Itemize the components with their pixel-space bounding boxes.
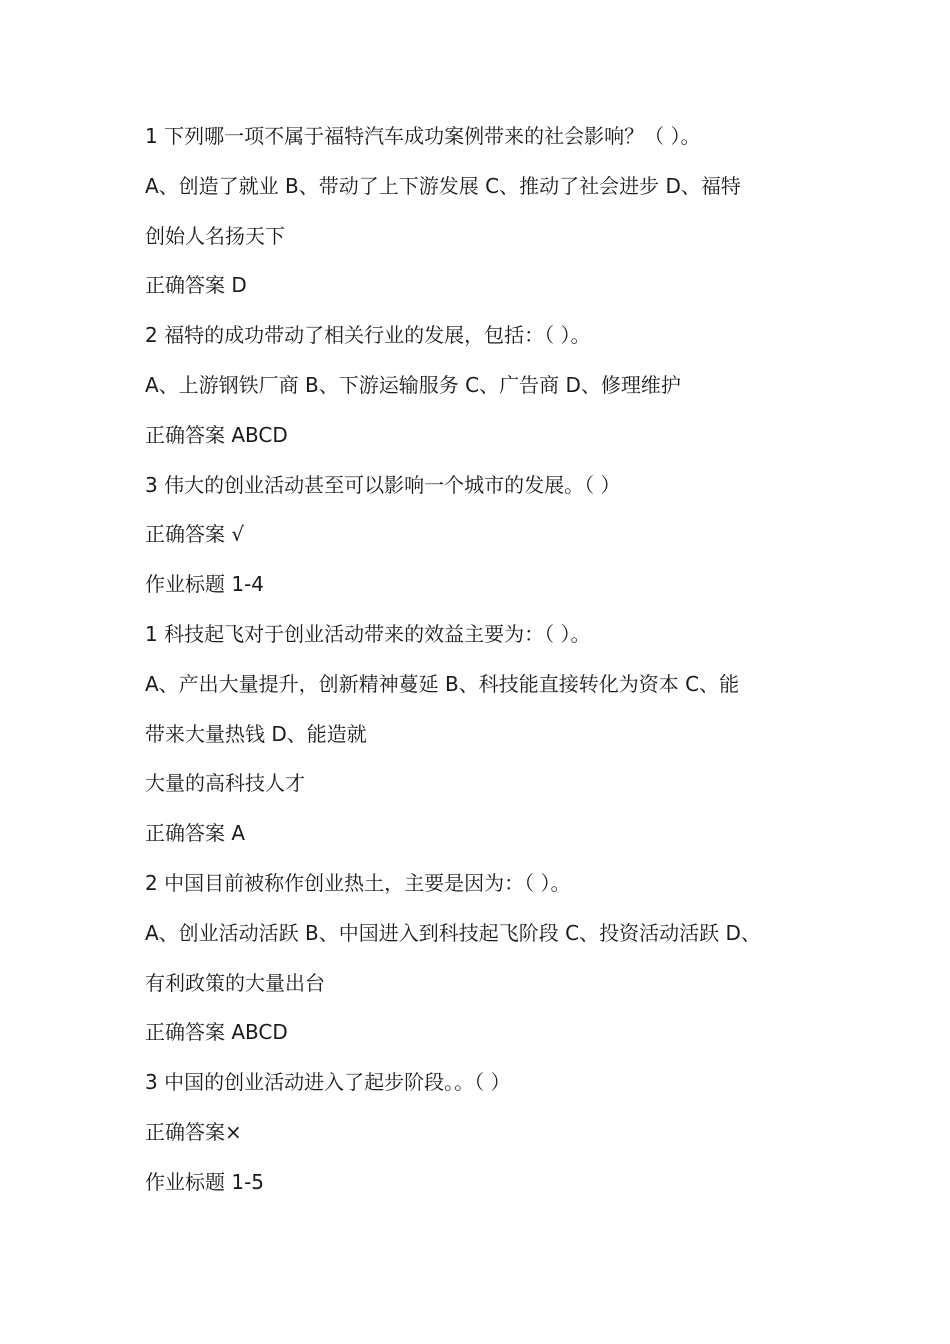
options-1-4-1-continued-2: 大量的高科技人才 (145, 771, 305, 796)
options-1-3-1-continued: 创始人名扬天下 (145, 223, 285, 248)
question-1-3-2: 2 福特的成功带动了相关行业的发展，包括：（ ）。 (145, 323, 591, 348)
options-1-4-2: A、创业活动活跃 B、中国进入到科技起飞阶段 C、投资活动活跃 D、 (145, 920, 761, 945)
section-heading-1-5: 作业标题 1-5 (145, 1169, 265, 1194)
question-1-4-2: 2 中国目前被称作创业热土，主要是因为：（ ）。 (145, 870, 571, 895)
options-1-4-1-continued: 带来大量热钱 D、能造就 (145, 721, 367, 746)
answer-1-3-3: 正确答案 √ (145, 522, 245, 547)
question-1-3-3: 3 伟大的创业活动甚至可以影响一个城市的发展。（ ） (145, 472, 621, 497)
question-1-4-1: 1 科技起飞对于创业活动带来的效益主要为：（ ）。 (145, 621, 591, 646)
question-1-4-3: 3 中国的创业活动进入了起步阶段。。（ ） (145, 1070, 511, 1095)
answer-1-4-1: 正确答案 A (145, 821, 246, 846)
options-1-4-2-continued: 有利政策的大量出台 (145, 970, 325, 995)
answer-1-4-2: 正确答案 ABCD (145, 1020, 288, 1045)
answer-1-3-2: 正确答案 ABCD (145, 422, 288, 447)
answer-1-3-1: 正确答案 D (145, 273, 247, 298)
document-page (145, 112, 825, 1208)
question-1-3-1: 1 下列哪一项不属于福特汽车成功案例带来的社会影响？（ ）。 (145, 124, 701, 148)
section-heading-1-4: 作业标题 1-4 (145, 572, 265, 597)
options-1-3-2: A、上游钢铁厂商 B、下游运输服务 C、广告商 D、修理维护 (145, 372, 681, 397)
options-1-4-1: A、产出大量提升，创新精神蔓延 B、科技能直接转化为资本 C、能 (145, 671, 740, 696)
options-1-3-1: A、创造了就业 B、带动了上下游发展 C、推动了社会进步 D、福特 (145, 173, 741, 198)
answer-1-4-3: 正确答案× (145, 1119, 242, 1144)
